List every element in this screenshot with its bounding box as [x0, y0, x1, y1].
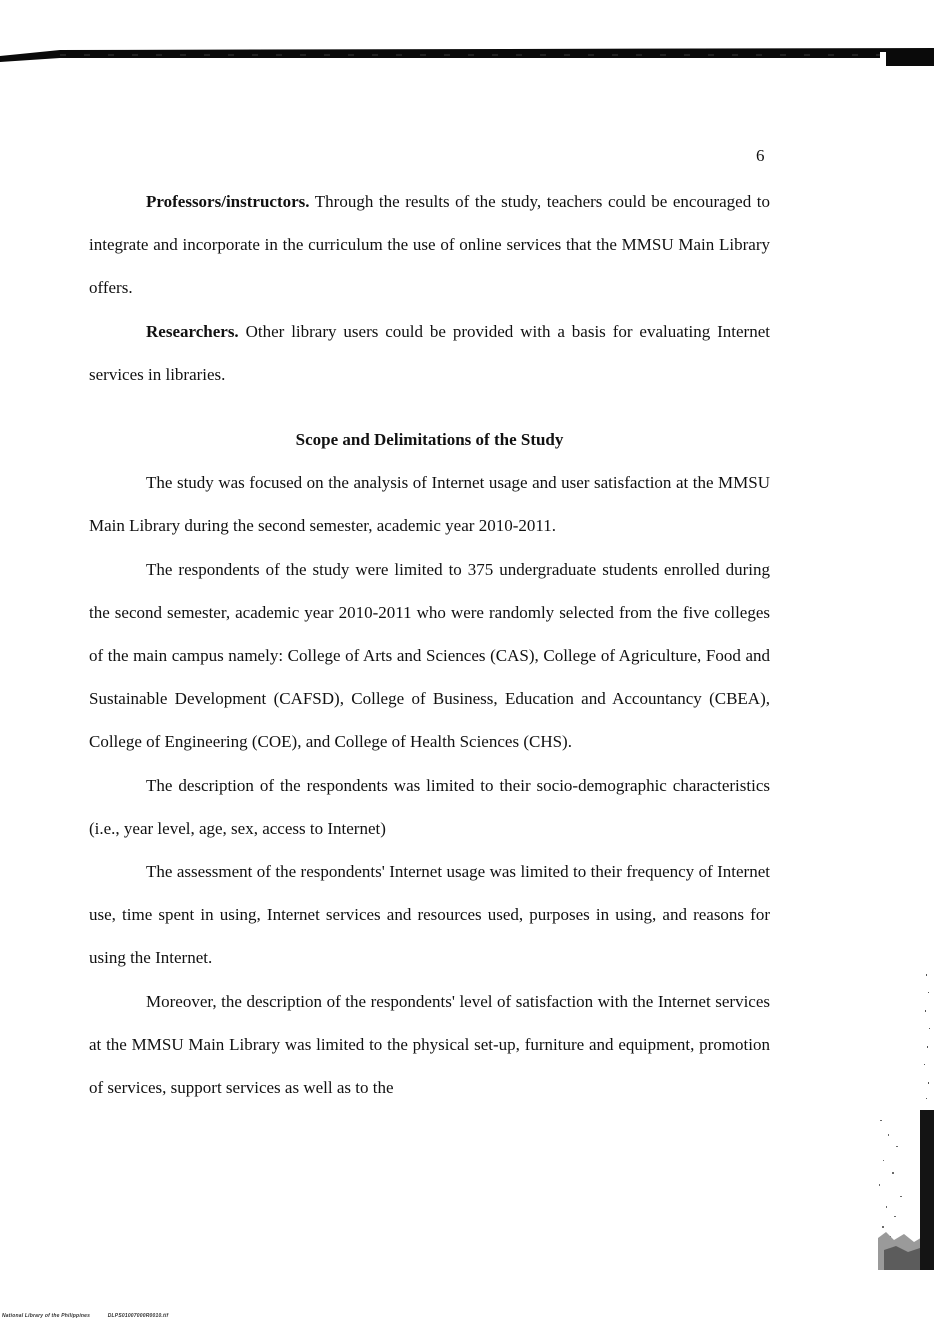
footer-source: National Library of the Philippines	[2, 1313, 91, 1319]
scan-top-border	[0, 44, 934, 66]
paragraph-professors	[89, 180, 770, 310]
scan-footer	[2, 1313, 168, 1319]
page-number: 6	[756, 146, 765, 165]
researchers-run-in-heading: Researchers.	[146, 321, 239, 341]
scan-edge-noise-lower	[874, 1110, 934, 1270]
section-heading-scope: Scope and Delimitations of the Study	[295, 430, 564, 450]
footer-code: DLPS01007000R0010.tif	[107, 1313, 169, 1319]
paragraph-researchers	[89, 310, 770, 396]
professors-text: Through the results of the study, teachers could be encouraged to integrate and incorporate in the curriculum the use of online services that the MMSU Main Library offers.	[89, 192, 770, 298]
paragraph-scope-satisfaction: Moreover, the description of the respondents' level of satisfaction with the Internet services at the MMSU Main Library was limited to the physical set-up, furniture and equipment, promotion of services, support services as well as to the	[89, 991, 770, 1098]
paragraph-scope-assessment: The assessment of the respondents' Internet usage was limited to their frequency of Internet use, time spent in using, Internet services and resources used, purposes in using, and reasons for using the Internet.	[89, 862, 770, 968]
paragraph-scope-description: The description of the respondents was limited to their socio-demographic characteristics (i.e., year level, age, sex, access to Internet)	[89, 775, 770, 838]
researchers-text: Other library users could be provided with a basis for evaluating Internet services in libraries.	[89, 321, 770, 384]
professors-run-in-heading: Professors/instructors.	[146, 192, 310, 211]
scan-edge-noise-upper	[874, 970, 934, 1110]
document-body	[89, 180, 770, 1109]
paragraph-scope-focus: The study was focused on the analysis of Internet usage and user satisfaction at the MMSU Main Library during the second semester, academic year 2010-2011.	[89, 473, 770, 536]
paragraph-scope-respondents: The respondents of the study were limited to 375 undergraduate students enrolled during the second semester, academic year 2010-2011 who were randomly selected from the five colleges of the main campus namely: College of Arts and Sciences (CAS), College of Agriculture, Food and Sustainable Development (CAFSD), College of Business, Education and Accountancy (CBEA), College of Engineering (COE), and College of Health Sciences (CHS).	[89, 559, 770, 752]
